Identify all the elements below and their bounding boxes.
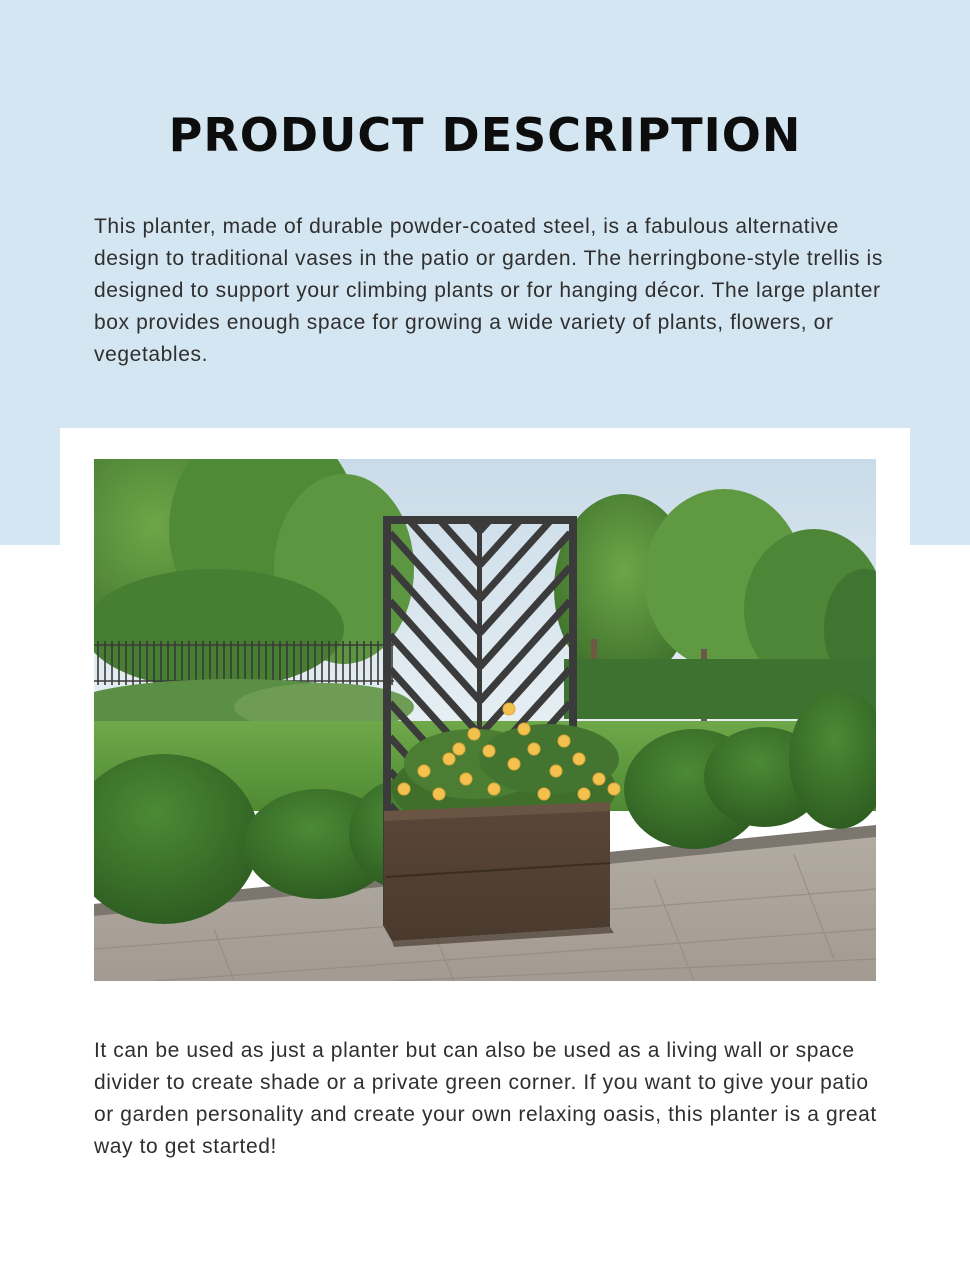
planter-box <box>384 802 614 947</box>
product-photo <box>94 459 876 981</box>
closing-paragraph: It can be used as just a planter but can also be used as a living wall or space divider to create shade or a private green corner. If you want to give your patio or garden personality and create your own relaxing oasis, this planter is a great way to get started! <box>94 1039 877 1158</box>
intro-paragraph: This planter, made of durable powder-coated steel, is a fabulous alternative design to traditional vases in the patio or garden. The herringbone-style trellis is designed to support your climbing plants or for hanging décor. The large planter box provides enough space for growing a wide variety of plants, flowers, or vegetables. <box>94 215 883 366</box>
page-title: PRODUCT DESCRIPTION <box>168 108 802 162</box>
